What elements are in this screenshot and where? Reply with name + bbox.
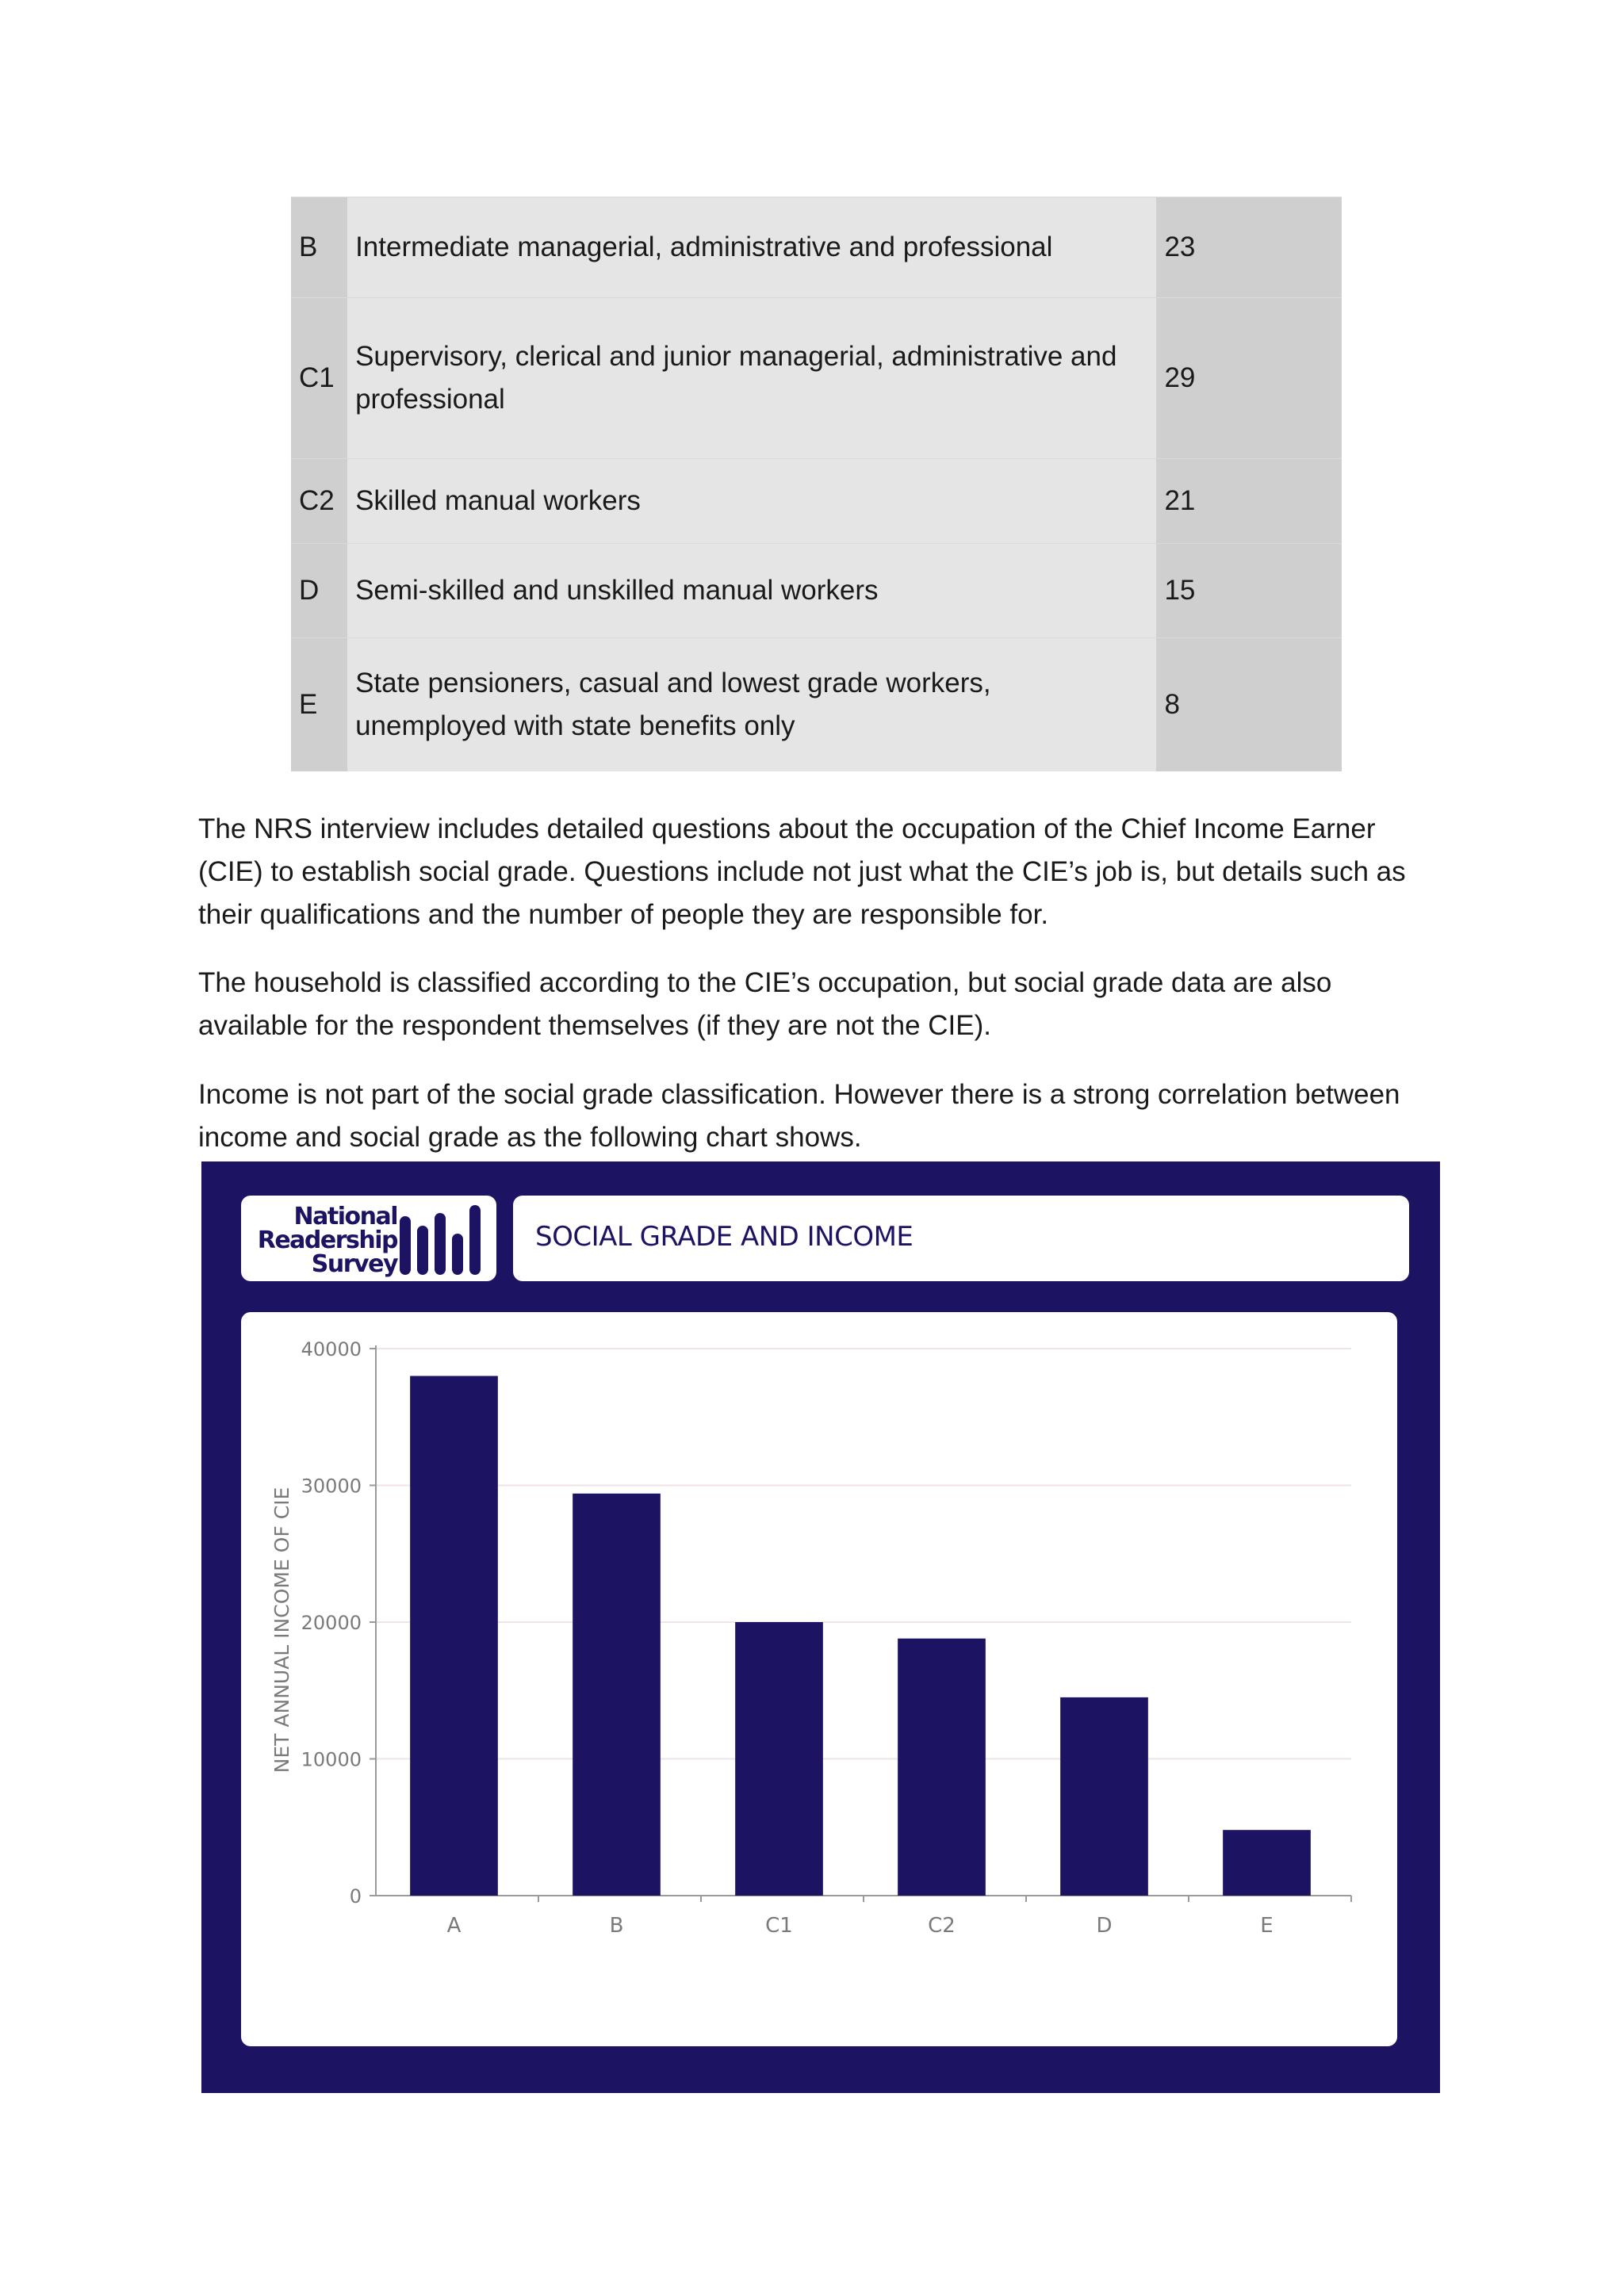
- grade-percent-cell: 8: [1156, 638, 1342, 772]
- x-tick-label: C1: [765, 1914, 793, 1938]
- x-tick-label: E: [1260, 1914, 1274, 1938]
- table-row: [291, 459, 1342, 544]
- plot-area: [241, 1312, 1397, 2046]
- grade-percent-cell: 15: [1156, 544, 1342, 638]
- grade-description-cell: Intermediate managerial, administrative and professional: [347, 197, 1156, 298]
- social-grade-table: [291, 197, 1342, 771]
- y-tick-label: 20000: [301, 1612, 362, 1634]
- bar: [1223, 1830, 1311, 1896]
- grade-code-cell: D: [291, 544, 347, 638]
- bar-chart: [241, 1312, 1397, 2046]
- grade-percent-cell: 29: [1156, 298, 1342, 459]
- table-row: [291, 197, 1342, 298]
- y-tick-label: 30000: [301, 1475, 362, 1498]
- bar: [410, 1376, 498, 1896]
- logo-bars-icon: [398, 1202, 485, 1275]
- paragraph-income-correlation: Income is not part of the social grade classification. However there is a strong correlation between income and social grade as the following chart shows.: [198, 1079, 1400, 1153]
- grade-code-cell: B: [291, 197, 347, 298]
- grade-description-cell: Supervisory, clerical and junior managerial, administrative and professional: [347, 298, 1156, 459]
- grade-description-cell: Semi-skilled and unskilled manual workers: [347, 544, 1156, 638]
- paragraph-cie-questions: The NRS interview includes detailed questions about the occupation of the Chief Income Earner (CIE) to establish social grade. Questions include not just what the CIE’s job is, but details such as their qualifications and the number of people they are responsible for.: [198, 813, 1406, 930]
- y-axis-label: NET ANNUAL INCOME OF CIE: [270, 1487, 293, 1774]
- bar: [735, 1622, 823, 1896]
- nrs-logo: [241, 1196, 496, 1281]
- bar: [1060, 1697, 1148, 1896]
- logo-line: Readership: [257, 1226, 397, 1254]
- chart-figure: [201, 1161, 1440, 2093]
- grade-percent-cell: 21: [1156, 459, 1342, 544]
- x-tick-label: D: [1096, 1914, 1113, 1938]
- grade-percent-cell: 23: [1156, 197, 1342, 298]
- table-row: [291, 638, 1342, 772]
- x-tick-label: C2: [928, 1914, 956, 1938]
- table-row: [291, 298, 1342, 459]
- chart-title-box: [513, 1196, 1409, 1281]
- logo-wordmark: [258, 1205, 397, 1276]
- bar: [573, 1494, 661, 1896]
- paragraph-household-classification: The household is classified according to the CIE’s occupation, but social grade data are also available for the respondent themselves (if they are not the CIE).: [198, 967, 1332, 1041]
- bar: [898, 1639, 986, 1896]
- grade-code-cell: E: [291, 638, 347, 772]
- y-tick-label: 0: [349, 1885, 362, 1908]
- grade-description-cell: State pensioners, casual and lowest grade workers, unemployed with state benefits only: [347, 638, 1156, 772]
- grade-description-cell: Skilled manual workers: [347, 459, 1156, 544]
- x-tick-label: B: [609, 1914, 624, 1938]
- grade-code-cell: C2: [291, 459, 347, 544]
- grade-code-cell: C1: [291, 298, 347, 459]
- y-tick-label: 40000: [301, 1338, 362, 1360]
- y-tick-label: 10000: [301, 1748, 362, 1771]
- logo-line: Survey: [311, 1250, 397, 1278]
- x-tick-label: A: [446, 1914, 462, 1938]
- chart-title: SOCIAL GRADE AND INCOME: [535, 1221, 914, 1253]
- logo-line: National: [293, 1203, 397, 1230]
- table-row: [291, 544, 1342, 638]
